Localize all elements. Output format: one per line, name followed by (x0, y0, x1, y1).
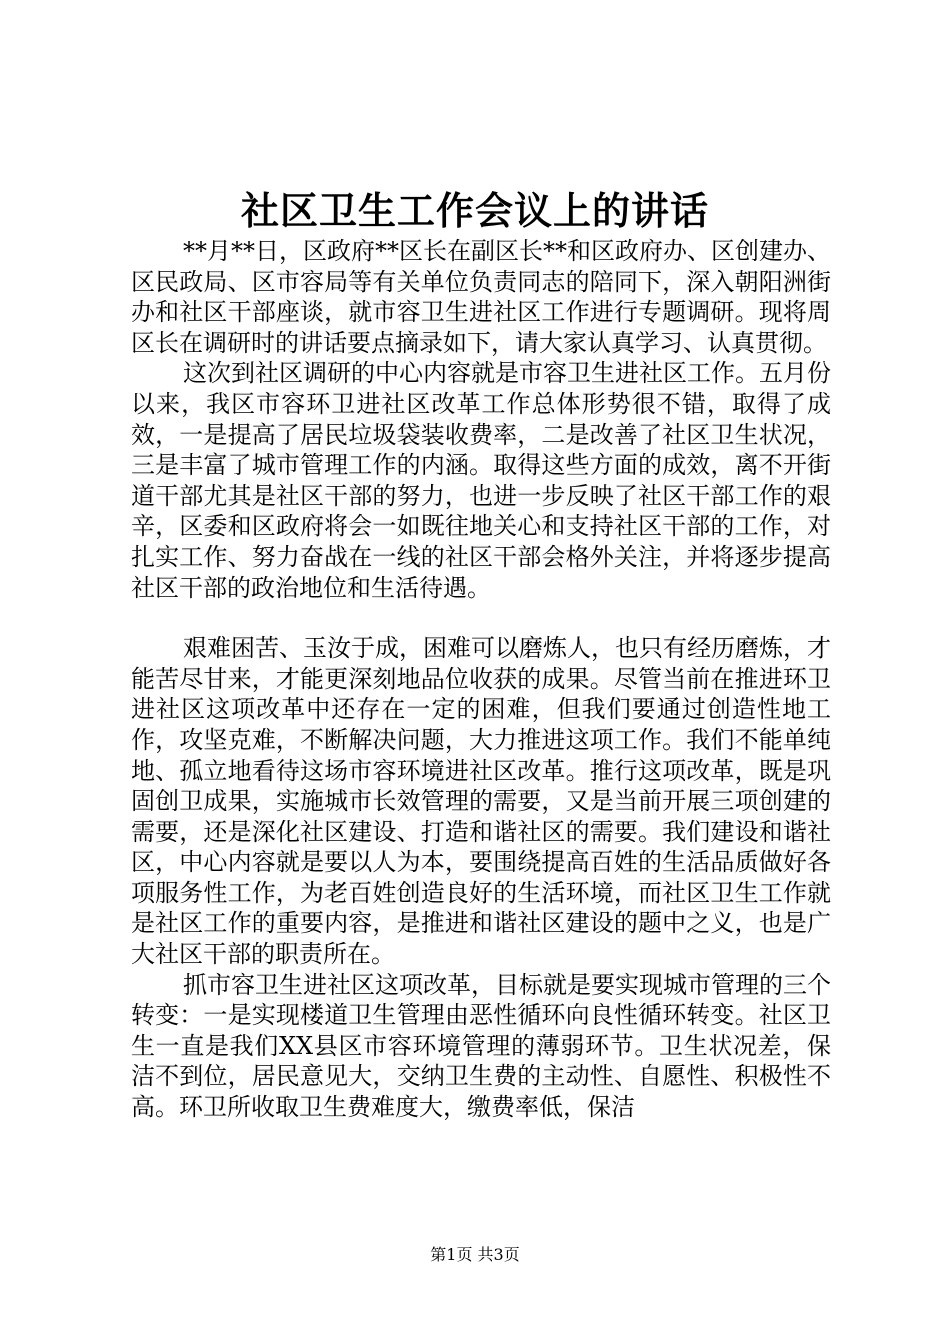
paragraph-three-changes: 抓市容卫生进社区这项改革，目标就是要实现城市管理的三个转变：一是实现楼道卫生管理由恶性循环向良性循环转变。社区卫生一直是我们XX县区市容环境管理的薄弱环节。卫生状况差，保洁不到位，居民意见大，交纳卫生费的主动性、自愿性、积极性不高。环卫所收取卫生费难度大，缴费率低，保洁 (131, 970, 831, 1122)
document-title: 社区卫生工作会议上的讲话 (240, 188, 709, 233)
paragraph-achievements: 这次到社区调研的中心内容就是市容卫生进社区工作。五月份以来，我区市容环卫进社区改革工作总体形势很不错，取得了成效，一是提高了居民垃圾袋装收费率，二是改善了社区卫生状况，三是丰富了城市管理工作的内涵。取得这些方面的成效，离不开街道干部尤其是社区干部的努力，也进一步反映了社区干部工作的艰辛，区委和区政府将会一如既往地关心和支持社区干部的工作，对扎实工作、努力奋战在一线的社区干部会格外关注，并将逐步提高社区干部的政治地位和生活待遇。 (131, 359, 831, 602)
document-body (131, 236, 831, 1123)
paragraph-intro: **月**日，区政府**区长在副区长**和区政府办、区创建办、区民政局、区市容局等有关单位负责同志的陪同下，深入朝阳洲街办和社区干部座谈，就市容卫生进社区工作进行专题调研。现将周区长在调研时的讲话要点摘录如下，请大家认真学习、认真贯彻。 (131, 237, 831, 357)
paragraph-difficulties: 艰难困苦、玉汝于成，困难可以磨炼人，也只有经历磨炼，才能苦尽甘来，才能更深刻地品位收获的成果。尽管当前在推进环卫进社区这项改革中还存在一定的困难，但我们要通过创造性地工作，攻坚克难，不断解决问题，大力推进这项工作。我们不能单纯地、孤立地看待这场市容环境进社区改革。推行这项改革，既是巩固创卫成果，实施城市长效管理的需要，又是当前开展三项创建的需要，还是深化社区建设、打造和谐社区的需要。我们建设和谐社区，中心内容就是要以人为本，要围绕提高百姓的生活品质做好各项服务性工作，为老百姓创造良好的生活环境，而社区卫生工作就是社区工作的重要内容，是推进和谐社区建设的题中之义，也是广大社区干部的职责所在。 (131, 634, 831, 969)
page-number-footer: 第1页 共3页 (430, 1245, 520, 1264)
